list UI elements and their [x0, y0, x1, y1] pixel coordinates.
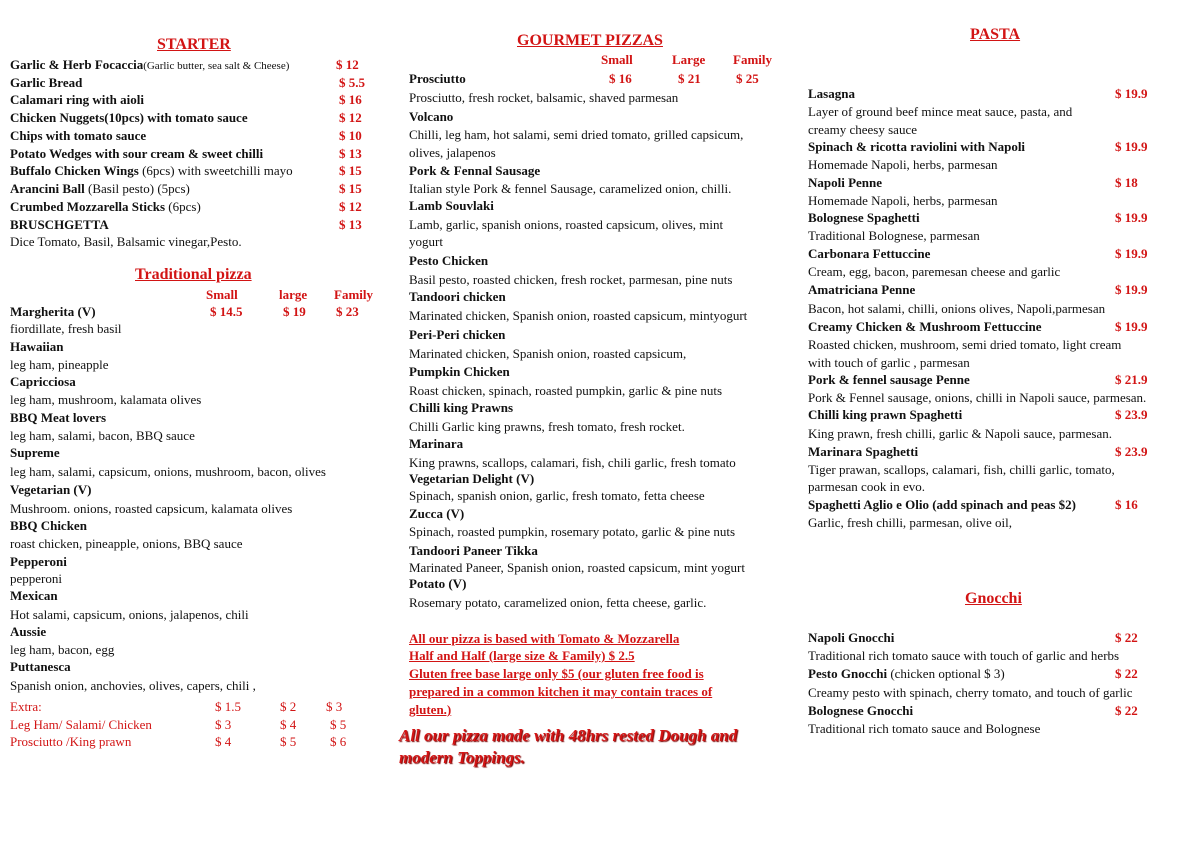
item-description: Lamb, garlic, spanish onions, roasted capsicum, olives, mint	[409, 217, 724, 232]
extra-price: $ 1.5	[215, 699, 241, 714]
item-description: Chilli Garlic king prawns, fresh tomato, fresh rocket.	[409, 419, 685, 434]
item-price: $ 18	[1115, 175, 1138, 190]
menu-item: Arancini Ball (Basil pesto) (5pcs)	[10, 181, 190, 196]
item-description: Basil pesto, roasted chicken, fresh rocket, parmesan, pine nuts	[409, 272, 733, 287]
menu-item: BBQ Meat lovers	[10, 410, 107, 425]
item-price: $ 22	[1115, 703, 1138, 718]
item-description: Mushroom. onions, roasted capsicum, kalamata olives	[10, 501, 293, 516]
menu-item: Hawaiian	[10, 339, 64, 354]
size-family: Family	[334, 287, 373, 302]
menu-item: Volcano	[409, 109, 454, 124]
size-family: Family	[733, 52, 772, 67]
item-description: yogurt	[409, 234, 443, 249]
size-large: Large	[672, 52, 706, 67]
item-price: $ 12	[339, 199, 362, 214]
menu-item: Garlic Bread	[10, 75, 83, 90]
gnocchi-title: Gnocchi	[965, 590, 1022, 607]
menu-item: Pork & Fennal Sausage	[409, 163, 541, 178]
item-description: King prawns, scallops, calamari, fish, chili garlic, fresh tomato	[409, 455, 736, 470]
item-description: Dice Tomato, Basil, Balsamic vinegar,Pesto.	[10, 234, 242, 249]
menu-item: Calamari ring with aioli	[10, 92, 144, 107]
item-description: leg ham, mushroom, kalamata olives	[10, 392, 202, 407]
menu-item: Potato (V)	[409, 576, 467, 591]
extra-price: $ 5	[280, 734, 297, 749]
item-price: $ 19.9	[1115, 246, 1148, 261]
menu-item: Carbonara Fettuccine	[808, 246, 931, 261]
menu-item: Chilli king Prawns	[409, 400, 514, 415]
item-price: $ 19.9	[1115, 282, 1148, 297]
item-description: olives, jalapenos	[409, 145, 496, 160]
menu-item: Supreme	[10, 445, 60, 460]
item-description: Traditional rich tomato sauce with touch of garlic and herbs	[808, 648, 1120, 663]
menu-item: Pumpkin Chicken	[409, 364, 510, 379]
item-price: $ 22	[1115, 666, 1138, 681]
menu-item: Vegetarian (V)	[10, 482, 92, 497]
extra-label: Extra:	[10, 699, 42, 714]
item-description: Spinach, spanish onion, garlic, fresh tomato, fetta cheese	[409, 488, 705, 503]
item-description: Bacon, hot salami, chilli, onions olives, Napoli,parmesan	[808, 301, 1106, 316]
item-price: $ 10	[339, 128, 362, 143]
menu-item: Chips with tomato sauce	[10, 128, 147, 143]
item-description: Hot salami, capsicum, onions, jalapenos, chili	[10, 607, 249, 622]
menu-item: Potato Wedges with sour cream & sweet chilli	[10, 146, 264, 161]
item-description: leg ham, salami, bacon, BBQ sauce	[10, 428, 195, 443]
item-price: $ 19.9	[1115, 86, 1148, 101]
menu-item: Marinara	[409, 436, 464, 451]
starter-title: STARTER	[157, 36, 231, 53]
item-price: $ 15	[339, 181, 362, 196]
item-description: Italian style Pork & fennel Sausage, caramelized onion, chilli.	[409, 181, 732, 196]
pizza-note: prepared in a common kitchen it may contain traces of	[409, 684, 713, 699]
gourmet-title: GOURMET PIZZAS	[517, 32, 663, 49]
item-price: $ 13	[339, 217, 362, 232]
extra-price: $ 2	[280, 699, 297, 714]
menu-item: Lamb Souvlaki	[409, 198, 494, 213]
size-small: Small	[601, 52, 633, 67]
item-price: $ 23.9	[1115, 444, 1148, 459]
item-price: $ 15	[339, 163, 362, 178]
pizza-note: Gluten free base large only $5 (our gluten free food is	[409, 666, 704, 681]
item-description: Homemade Napoli, herbs, parmesan	[808, 193, 998, 208]
menu-item: Margherita (V)	[10, 304, 96, 319]
dough-banner: All our pizza made with 48hrs rested Dough and	[399, 726, 738, 745]
item-description: Pork & Fennel sausage, onions, chilli in Napoli sauce, parmesan.	[808, 390, 1147, 405]
menu-item: Pepperoni	[10, 554, 67, 569]
item-description: roast chicken, pineapple, onions, BBQ sauce	[10, 536, 243, 551]
item-price: $ 23.9	[1115, 407, 1148, 422]
price-small: $ 16	[609, 71, 632, 86]
menu-item: Aussie	[10, 624, 47, 639]
menu-item: Spaghetti Aglio e Olio (add spinach and peas $2)	[808, 497, 1076, 512]
item-description: Layer of ground beef mince meat sauce, pasta, and	[808, 104, 1073, 119]
item-price: $ 22	[1115, 630, 1138, 645]
menu-item: Lasagna	[808, 86, 855, 101]
price-family: $ 23	[336, 304, 359, 319]
item-price: $ 12	[336, 57, 359, 72]
menu-item: Pesto Gnocchi (chicken optional $ 3)	[808, 666, 1005, 681]
menu-item: Tandoori chicken	[409, 289, 506, 304]
menu-item: Chicken Nuggets(10pcs) with tomato sauce	[10, 110, 248, 125]
menu-item: Vegetarian Delight (V)	[409, 471, 535, 486]
size-small: Small	[206, 287, 238, 302]
item-price: $ 19.9	[1115, 319, 1148, 334]
item-description: Homemade Napoli, herbs, parmesan	[808, 157, 998, 172]
item-description: Marinated chicken, Spanish onion, roasted capsicum,	[409, 346, 687, 361]
item-description: with touch of garlic , parmesan	[808, 355, 970, 370]
menu-item: Bolognese Gnocchi	[808, 703, 914, 718]
extra-price: $ 5	[330, 717, 347, 732]
item-description: Roasted chicken, mushroom, semi dried tomato, light cream	[808, 337, 1122, 352]
item-description: Rosemary potato, caramelized onion, fetta cheese, garlic.	[409, 595, 707, 610]
dough-banner: modern Toppings.	[399, 748, 525, 767]
menu-item: Puttanesca	[10, 659, 71, 674]
item-description: leg ham, pineapple	[10, 357, 109, 372]
price-family: $ 25	[736, 71, 759, 86]
item-price: $ 21.9	[1115, 372, 1148, 387]
extra-price: $ 3	[326, 699, 343, 714]
extra-price: $ 4	[215, 734, 232, 749]
menu-item: Chilli king prawn Spaghetti	[808, 407, 963, 422]
extra-price: $ 3	[215, 717, 232, 732]
menu-item: Garlic & Herb Focaccia(Garlic butter, sea salt & Cheese)	[10, 57, 290, 72]
pizza-note: gluten.)	[409, 702, 452, 717]
item-price: $ 16	[339, 92, 362, 107]
pasta-title: PASTA	[970, 26, 1021, 43]
item-description: Prosciutto, fresh rocket, balsamic, shaved parmesan	[409, 90, 679, 105]
menu-item: Capricciosa	[10, 374, 76, 389]
item-description: Creamy pesto with spinach, cherry tomato, and touch of garlic	[808, 685, 1133, 700]
menu-item: Zucca (V)	[409, 506, 465, 521]
menu-item: Amatriciana Penne	[808, 282, 916, 297]
menu-item: Spinach & ricotta raviolini with Napoli	[808, 139, 1026, 154]
item-description: Marinated Paneer, Spanish onion, roasted capsicum, mint yogurt	[409, 560, 745, 575]
item-price: $ 13	[339, 146, 362, 161]
item-description: leg ham, salami, capsicum, onions, mushroom, bacon, olives	[10, 464, 326, 479]
price-small: $ 14.5	[210, 304, 243, 319]
item-description: Tiger prawan, scallops, calamari, fish, chilli garlic, tomato,	[808, 462, 1115, 477]
extra-price: $ 4	[280, 717, 297, 732]
menu-item: Pesto Chicken	[409, 253, 489, 268]
extra-label: Prosciutto /King prawn	[10, 734, 132, 749]
menu-item: Creamy Chicken & Mushroom Fettuccine	[808, 319, 1042, 334]
pizza-note: All our pizza is based with Tomato & Mozzarella	[409, 631, 680, 646]
item-description: Traditional Bolognese, parmesan	[808, 228, 980, 243]
item-description: fiordillate, fresh basil	[10, 321, 122, 336]
menu-item: Tandoori Paneer Tikka	[409, 543, 538, 558]
extra-price: $ 6	[330, 734, 347, 749]
menu-item: Prosciutto	[409, 71, 466, 86]
menu-item: Bolognese Spaghetti	[808, 210, 920, 225]
item-description: King prawn, fresh chilli, garlic & Napoli sauce, parmesan.	[808, 426, 1112, 441]
item-description: Marinated chicken, Spanish onion, roasted capsicum, mintyogurt	[409, 308, 748, 323]
item-description: Chilli, leg ham, hot salami, semi dried tomato, grilled capsicum,	[409, 127, 744, 142]
item-description: Cream, egg, bacon, paremesan cheese and garlic	[808, 264, 1061, 279]
pizza-note: Half and Half (large size & Family) $ 2.5	[409, 648, 635, 663]
item-description: Roast chicken, spinach, roasted pumpkin, garlic & pine nuts	[409, 383, 723, 398]
menu-item: Pork & fennel sausage Penne	[808, 372, 970, 387]
item-price: $ 19.9	[1115, 210, 1148, 225]
item-description: creamy cheesy sauce	[808, 122, 917, 137]
price-large: $ 19	[283, 304, 306, 319]
item-description: Traditional rich tomato sauce and Bolognese	[808, 721, 1041, 736]
menu-item: Peri-Peri chicken	[409, 327, 506, 342]
item-price: $ 12	[339, 110, 362, 125]
size-large: large	[279, 287, 308, 302]
menu-item: Marinara Spaghetti	[808, 444, 919, 459]
extra-label: Leg Ham/ Salami/ Chicken	[10, 717, 152, 732]
menu-item: Buffalo Chicken Wings (6pcs) with sweetchilli mayo	[10, 163, 293, 178]
menu-item: Napoli Gnocchi	[808, 630, 895, 645]
item-description: leg ham, bacon, egg	[10, 642, 115, 657]
traditional-title: Traditional pizza	[135, 266, 252, 283]
price-large: $ 21	[678, 71, 701, 86]
item-price: $ 5.5	[339, 75, 365, 90]
item-price: $ 16	[1115, 497, 1138, 512]
item-description: pepperoni	[10, 571, 62, 586]
item-description: parmesan cook in evo.	[808, 479, 925, 494]
item-description: Garlic, fresh chilli, parmesan, olive oil,	[808, 515, 1012, 530]
item-description: Spanish onion, anchovies, olives, capers, chili ,	[10, 678, 256, 693]
menu-item: Mexican	[10, 588, 58, 603]
item-price: $ 19.9	[1115, 139, 1148, 154]
menu-item: Crumbed Mozzarella Sticks (6pcs)	[10, 199, 201, 214]
item-description: Spinach, roasted pumpkin, rosemary potato, garlic & pine nuts	[409, 524, 736, 539]
menu-item: BRUSCHGETTA	[10, 217, 109, 232]
menu-item: Napoli Penne	[808, 175, 883, 190]
menu-item: BBQ Chicken	[10, 518, 87, 533]
